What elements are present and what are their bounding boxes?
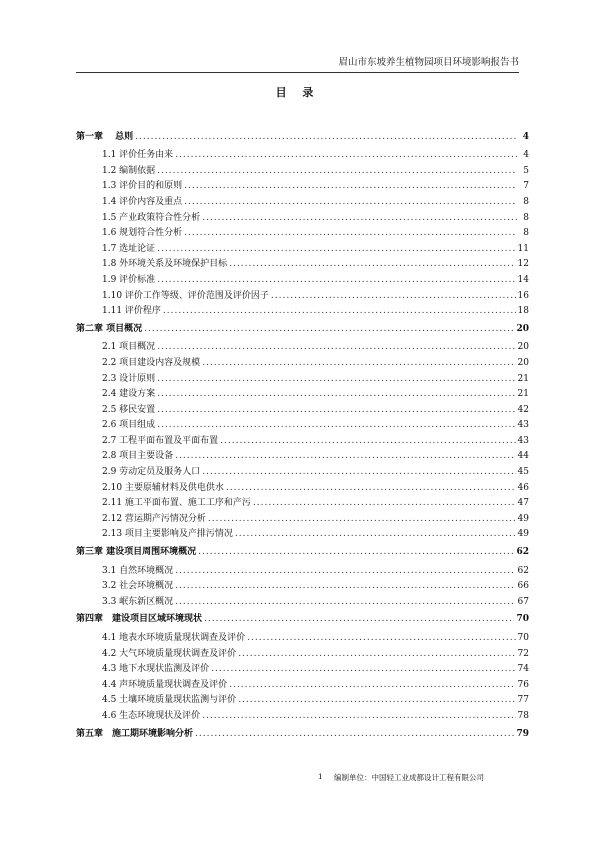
dot-leader [175, 150, 517, 160]
toc-entry-label: 第三章 建设项目周围环境概况 [76, 547, 197, 558]
toc-section-entry[interactable] [76, 352, 529, 368]
toc-section-entry[interactable] [76, 160, 529, 176]
toc-entry-label: 2.6 项目组成 [102, 420, 156, 431]
toc-entry-page: 42 [517, 404, 529, 415]
toc-entry-page: 20 [517, 357, 529, 368]
toc-entry-page: 70 [516, 614, 529, 625]
toc-section-entry[interactable] [76, 238, 529, 254]
dot-leader [184, 197, 517, 207]
toc-section-entry[interactable] [76, 705, 529, 721]
toc-section-entry[interactable] [76, 368, 529, 384]
toc-entry-label: 2.9 劳动定员及服务人口 [102, 467, 201, 478]
dot-leader [238, 695, 515, 705]
toc-section-entry[interactable] [76, 399, 529, 415]
toc-entry-label: 2.11 施工平面布置、施工工序和产污 [102, 498, 251, 509]
toc-entry-label: 2.12 营运期产污情况分析 [102, 513, 206, 524]
toc-entry-page: 14 [517, 274, 529, 285]
dot-leader [238, 649, 515, 659]
toc-entry-label: 1.11 评价程序 [102, 306, 161, 317]
toc-section-entry[interactable] [76, 269, 529, 285]
toc-section-entry[interactable] [76, 493, 529, 509]
toc-section-entry[interactable] [76, 207, 529, 223]
dot-leader [253, 498, 516, 508]
toc-entry-label: 4.2 大气环境质量现状调查及评价 [102, 648, 237, 659]
toc-entry-page: 43 [517, 420, 529, 431]
toc-entry-label: 2.4 建设方案 [102, 389, 156, 400]
footer-organization: 编制单位：中国轻工业成都设计工程有限公司 [334, 773, 484, 782]
dot-leader [271, 291, 516, 301]
toc-entry-label: 第四章 建设项目区域环境现状 [76, 614, 203, 625]
dot-leader [175, 581, 515, 591]
toc-entry-label: 1.10 评价工作等级、评价范围及评价因子 [102, 290, 269, 301]
toc-entry-page: 67 [517, 596, 529, 607]
dot-leader [211, 664, 515, 674]
table-of-contents [76, 124, 529, 742]
toc-entry-page: 4 [522, 131, 529, 142]
toc-entry-page: 74 [517, 664, 529, 675]
dot-leader [175, 597, 515, 607]
toc-entry-page: 20 [516, 323, 529, 334]
toc-entry-label: 2.8 项目主要设备 [102, 451, 174, 462]
dot-leader [198, 547, 514, 557]
toc-section-entry[interactable] [76, 337, 529, 353]
toc-entry-page: 78 [517, 710, 529, 721]
toc-section-entry[interactable] [76, 223, 529, 239]
toc-entry-page: 7 [523, 181, 529, 192]
toc-section-entry[interactable] [76, 576, 529, 592]
toc-entry-label: 3.1 自然环境概况 [102, 565, 174, 576]
toc-chapter-entry[interactable] [76, 609, 529, 625]
toc-entry-label: 3.3 岷东新区概况 [102, 596, 174, 607]
toc-section-entry[interactable] [76, 643, 529, 659]
toc-chapter-entry[interactable] [76, 541, 529, 557]
dot-leader [247, 633, 515, 643]
toc-entry-label: 第二章 项目概况 [76, 323, 143, 334]
toc-entry-label: 1.3 评价目的和原则 [102, 181, 183, 192]
dot-leader [202, 467, 515, 477]
dot-leader [144, 324, 514, 334]
toc-chapter-entry[interactable] [76, 318, 529, 334]
toc-section-entry[interactable] [76, 430, 529, 446]
toc-entry-label: 3.2 社会环境概况 [102, 581, 174, 592]
dot-leader [157, 166, 517, 176]
toc-entry-page: 62 [517, 565, 529, 576]
toc-entry-label: 2.1 项目概况 [102, 342, 156, 353]
toc-section-entry[interactable] [76, 477, 529, 493]
toc-entry-label: 4.1 地表水环境质量现状调查及评价 [102, 633, 246, 643]
toc-entry-label: 2.10 主要原辅材料及供电供水 [102, 482, 224, 493]
dot-leader [175, 566, 515, 576]
toc-entry-label: 第五章 施工期环境影响分析 [76, 728, 194, 739]
toc-section-entry[interactable] [76, 627, 529, 643]
toc-entry-label: 1.7 选址论证 [102, 243, 156, 254]
toc-entry-page: 21 [517, 389, 529, 400]
running-header [76, 54, 519, 73]
toc-section-entry[interactable] [76, 659, 529, 675]
toc-section-entry[interactable] [76, 524, 529, 540]
toc-entry-label: 4.6 生态环境现状及评价 [102, 710, 201, 721]
toc-entry-label: 1.9 评价标准 [102, 274, 156, 285]
toc-entry-page: 49 [517, 513, 529, 524]
dot-leader [220, 436, 515, 446]
toc-section-entry[interactable] [76, 176, 529, 192]
toc-entry-page: 66 [517, 581, 529, 592]
dot-leader [157, 374, 515, 384]
dot-leader [157, 405, 515, 415]
dot-leader [195, 729, 514, 739]
dot-leader [157, 275, 515, 285]
toc-entry-page: 11 [517, 243, 529, 254]
toc-section-entry[interactable] [76, 446, 529, 462]
toc-section-entry[interactable] [76, 191, 529, 207]
toc-entry-page: 8 [523, 228, 529, 239]
toc-entry-label: 1.1 评价任务由来 [102, 150, 174, 161]
toc-entry-page: 5 [523, 165, 529, 176]
dot-leader [226, 483, 516, 493]
running-title: 眉山市东坡养生植物园项目环境影响报告书 [338, 57, 519, 68]
toc-entry-label: 2.3 设计原则 [102, 373, 156, 384]
dot-leader [229, 680, 515, 690]
dot-leader [157, 389, 515, 399]
dot-leader [163, 306, 516, 316]
toc-entry-label: 第一章 总则 [76, 131, 134, 142]
toc-section-entry[interactable] [76, 301, 529, 317]
toc-section-entry[interactable] [76, 508, 529, 524]
toc-entry-page: 18 [517, 306, 529, 317]
dot-leader [204, 614, 514, 624]
toc-entry-page: 8 [523, 212, 529, 223]
toc-entry-label: 1.4 评价内容及重点 [102, 196, 183, 207]
toc-entry-label: 4.3 地下水现状监测及评价 [102, 664, 210, 675]
toc-entry-label: 4.4 声环境质量现状调查及评价 [102, 679, 228, 690]
toc-entry-page: 16 [517, 290, 529, 301]
toc-entry-page: 8 [523, 196, 529, 207]
toc-entry-page: 4 [523, 150, 529, 161]
dot-leader [175, 451, 515, 461]
dot-leader [202, 213, 517, 223]
toc-section-entry[interactable] [76, 285, 529, 301]
toc-entry-page: 79 [516, 728, 529, 739]
toc-entry-page: 45 [517, 467, 529, 478]
toc-entry-label: 4.5 土壤环境质量现状监测与评价 [102, 695, 237, 706]
dot-leader [184, 181, 517, 191]
toc-chapter-entry[interactable] [76, 126, 529, 142]
dot-leader [157, 420, 515, 430]
toc-section-entry[interactable] [76, 591, 529, 607]
toc-entry-page: 62 [516, 547, 529, 558]
page-number: 1 [318, 772, 323, 781]
dot-leader [184, 228, 517, 238]
toc-title: 目 录 [275, 86, 320, 99]
toc-section-entry[interactable] [76, 254, 529, 270]
toc-entry-label: 1.6 规划符合性分析 [102, 228, 183, 239]
toc-entry-label: 1.5 产业政策符合性分析 [102, 212, 201, 223]
toc-entry-label: 1.8 外环境关系及环境保护目标 [102, 259, 228, 270]
toc-entry-page: 72 [517, 648, 529, 659]
dot-leader [208, 514, 516, 524]
toc-entry-page: 70 [517, 633, 529, 643]
toc-entry-label: 2.2 项目建设内容及规模 [102, 357, 201, 368]
dot-leader [135, 132, 517, 142]
toc-entry-page: 47 [517, 498, 529, 509]
dot-leader [157, 342, 515, 352]
toc-entry-label: 2.7 工程平面布置及平面布置 [102, 435, 219, 446]
toc-section-entry[interactable] [76, 560, 529, 576]
toc-section-entry[interactable] [76, 461, 529, 477]
toc-entry-label: 2.13 项目主要影响及产排污情况 [102, 529, 233, 540]
toc-entry-page: 49 [517, 529, 529, 540]
toc-entry-page: 43 [517, 435, 529, 446]
toc-entry-label: 2.5 移民安置 [102, 404, 156, 415]
toc-section-entry[interactable] [76, 415, 529, 431]
dot-leader [229, 259, 515, 269]
toc-section-entry[interactable] [76, 690, 529, 706]
toc-section-entry[interactable] [76, 145, 529, 161]
toc-entry-label: 1.2 编制依据 [102, 165, 156, 176]
dot-leader [202, 358, 515, 368]
toc-entry-page: 76 [517, 679, 529, 690]
toc-entry-page: 77 [517, 695, 529, 706]
dot-leader [157, 244, 515, 254]
toc-entry-page: 20 [517, 342, 529, 353]
dot-leader [235, 529, 516, 539]
toc-section-entry[interactable] [76, 674, 529, 690]
toc-entry-page: 46 [517, 482, 529, 493]
toc-entry-page: 12 [517, 259, 529, 270]
toc-entry-page: 21 [517, 373, 529, 384]
dot-leader [202, 711, 515, 721]
toc-entry-page: 44 [517, 451, 529, 462]
toc-section-entry[interactable] [76, 384, 529, 400]
toc-chapter-entry[interactable] [76, 723, 529, 739]
